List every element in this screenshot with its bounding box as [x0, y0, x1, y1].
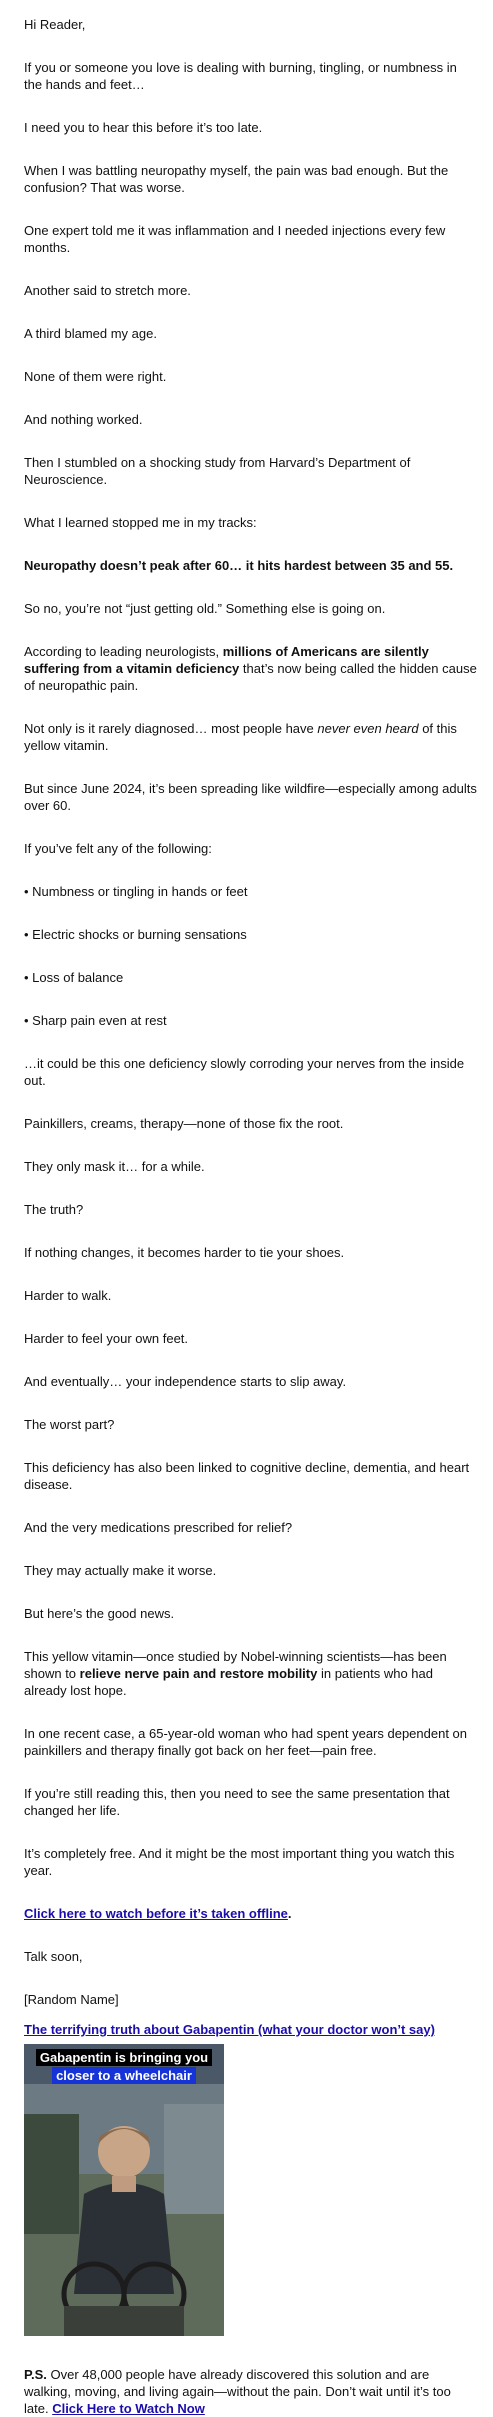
thumbnail-caption-line-2: closer to a wheelchair: [52, 2067, 196, 2084]
paragraph-reading: If you’re still reading this, then you need to see the same presentation that changed her life.: [24, 1786, 450, 1818]
paragraph-not-old: So no, you’re not “just getting old.” Something else is going on.: [24, 601, 386, 616]
paragraph-painkillers: Painkillers, creams, therapy—none of those fix the root.: [24, 1116, 344, 1131]
neuro-bold-text: millions of Americans are silently suffering from a vitamin deficiency: [24, 644, 429, 676]
paragraph-stretch: Another said to stretch more.: [24, 283, 191, 298]
gabapentin-link[interactable]: The terrifying truth about Gabapentin (what your doctor won’t say): [24, 2022, 435, 2037]
rare-text-a: Not only is it rarely diagnosed… most people have: [24, 721, 318, 736]
paragraph-meds: And the very medications prescribed for relief?: [24, 1520, 293, 1535]
neuro-text-a: According to leading neurologists,: [24, 644, 223, 659]
paragraph-corroding: …it could be this one deficiency slowly corroding your nerves from the inside out.: [24, 1056, 465, 1088]
paragraph-good-news: But here’s the good news.: [24, 1606, 175, 1621]
video-thumbnail[interactable]: [24, 2044, 224, 2336]
paragraph-yellow-vitamin: [24, 1648, 477, 1699]
symptom-item: • Loss of balance: [24, 970, 124, 985]
yellow-text-b: in patients who had already lost hope.: [24, 1666, 433, 1698]
paragraph-learned: What I learned stopped me in my tracks:: [24, 515, 257, 530]
paragraph-study: Then I stumbled on a shocking study from Harvard’s Department of Neuroscience.: [24, 455, 411, 487]
paragraph-free: It’s completely free. And it might be the most important thing you watch this year.: [24, 1846, 455, 1878]
paragraph-age: A third blamed my age.: [24, 326, 157, 341]
paragraph-independence: And eventually… your independence starts to slip away.: [24, 1374, 347, 1389]
paragraph-neurologists: [24, 643, 477, 694]
paragraph-worse: They may actually make it worse.: [24, 1563, 217, 1578]
postscript: [24, 2366, 477, 2417]
paragraph-peak: [24, 557, 477, 574]
peak-bold-text: Neuropathy doesn’t peak after 60… it hits hardest between 35 and 55.: [24, 558, 454, 573]
ps-label: P.S.: [24, 2367, 47, 2382]
paragraph-none-right: None of them were right.: [24, 369, 167, 384]
gabapentin-link-line: [24, 2021, 477, 2038]
rare-emphasis: never even heard: [317, 721, 419, 736]
paragraph-shoes: If nothing changes, it becomes harder to tie your shoes.: [24, 1245, 345, 1260]
watch-now-link[interactable]: Click Here to Watch Now: [52, 2401, 205, 2416]
signoff: Talk soon,: [24, 1949, 83, 1964]
signature: [Random Name]: [24, 1992, 119, 2007]
yellow-bold-text: relieve nerve pain and restore mobility: [79, 1666, 318, 1681]
paragraph-truth: The truth?: [24, 1202, 84, 1217]
paragraph-feel: Harder to feel your own feet.: [24, 1331, 189, 1346]
paragraph-walk: Harder to walk.: [24, 1288, 112, 1303]
symptom-item: • Numbness or tingling in hands or feet: [24, 884, 248, 899]
paragraph-battling: When I was battling neuropathy myself, the pain was bad enough. But the confusion? That was worse.: [24, 163, 449, 195]
thumbnail-caption: [24, 2044, 224, 2084]
neuro-text-b: that’s now being called the hidden cause of neuropathic pain.: [24, 661, 477, 693]
paragraph-case: In one recent case, a 65-year-old woman who had spent years dependent on painkillers and therapy finally got back on her feet—pain free.: [24, 1726, 468, 1758]
paragraph-expert: One expert told me it was inflammation and I needed injections every few months.: [24, 223, 446, 255]
rare-text-b: of this yellow vitamin.: [24, 721, 457, 753]
cta-period: .: [287, 1906, 292, 1921]
symptom-item: • Electric shocks or burning sensations: [24, 927, 247, 942]
paragraph-mask: They only mask it… for a while.: [24, 1159, 205, 1174]
watch-offline-link[interactable]: Click here to watch before it’s taken offline: [24, 1906, 288, 1921]
thumbnail-caption-line-1: Gabapentin is bringing you: [36, 2049, 212, 2066]
paragraph-nothing: And nothing worked.: [24, 412, 143, 427]
greeting: Hi Reader,: [24, 17, 86, 32]
paragraph-hear: I need you to hear this before it’s too late.: [24, 120, 263, 135]
ps-text: Over 48,000 people have already discovered this solution and are walking, moving, and living again—without the pain. Don’t wait until it’s too late.: [24, 2367, 451, 2416]
paragraph-felt: If you’ve felt any of the following:: [24, 841, 212, 856]
paragraph-worst: The worst part?: [24, 1417, 115, 1432]
paragraph-linked: This deficiency has also been linked to cognitive decline, dementia, and heart disease.: [24, 1460, 470, 1492]
yellow-text-a: This yellow vitamin—once studied by Nobel-winning scientists—has been shown to: [24, 1649, 447, 1681]
video-thumbnail-photo: [24, 2044, 224, 2336]
paragraph-rare: [24, 720, 477, 754]
paragraph-wildfire: But since June 2024, it’s been spreading like wildfire—especially among adults over 60.: [24, 781, 477, 813]
paragraph-intro: If you or someone you love is dealing with burning, tingling, or numbness in the hands and feet…: [24, 60, 457, 92]
paragraph-cta: [24, 1905, 477, 1922]
symptom-item: • Sharp pain even at rest: [24, 1013, 167, 1028]
